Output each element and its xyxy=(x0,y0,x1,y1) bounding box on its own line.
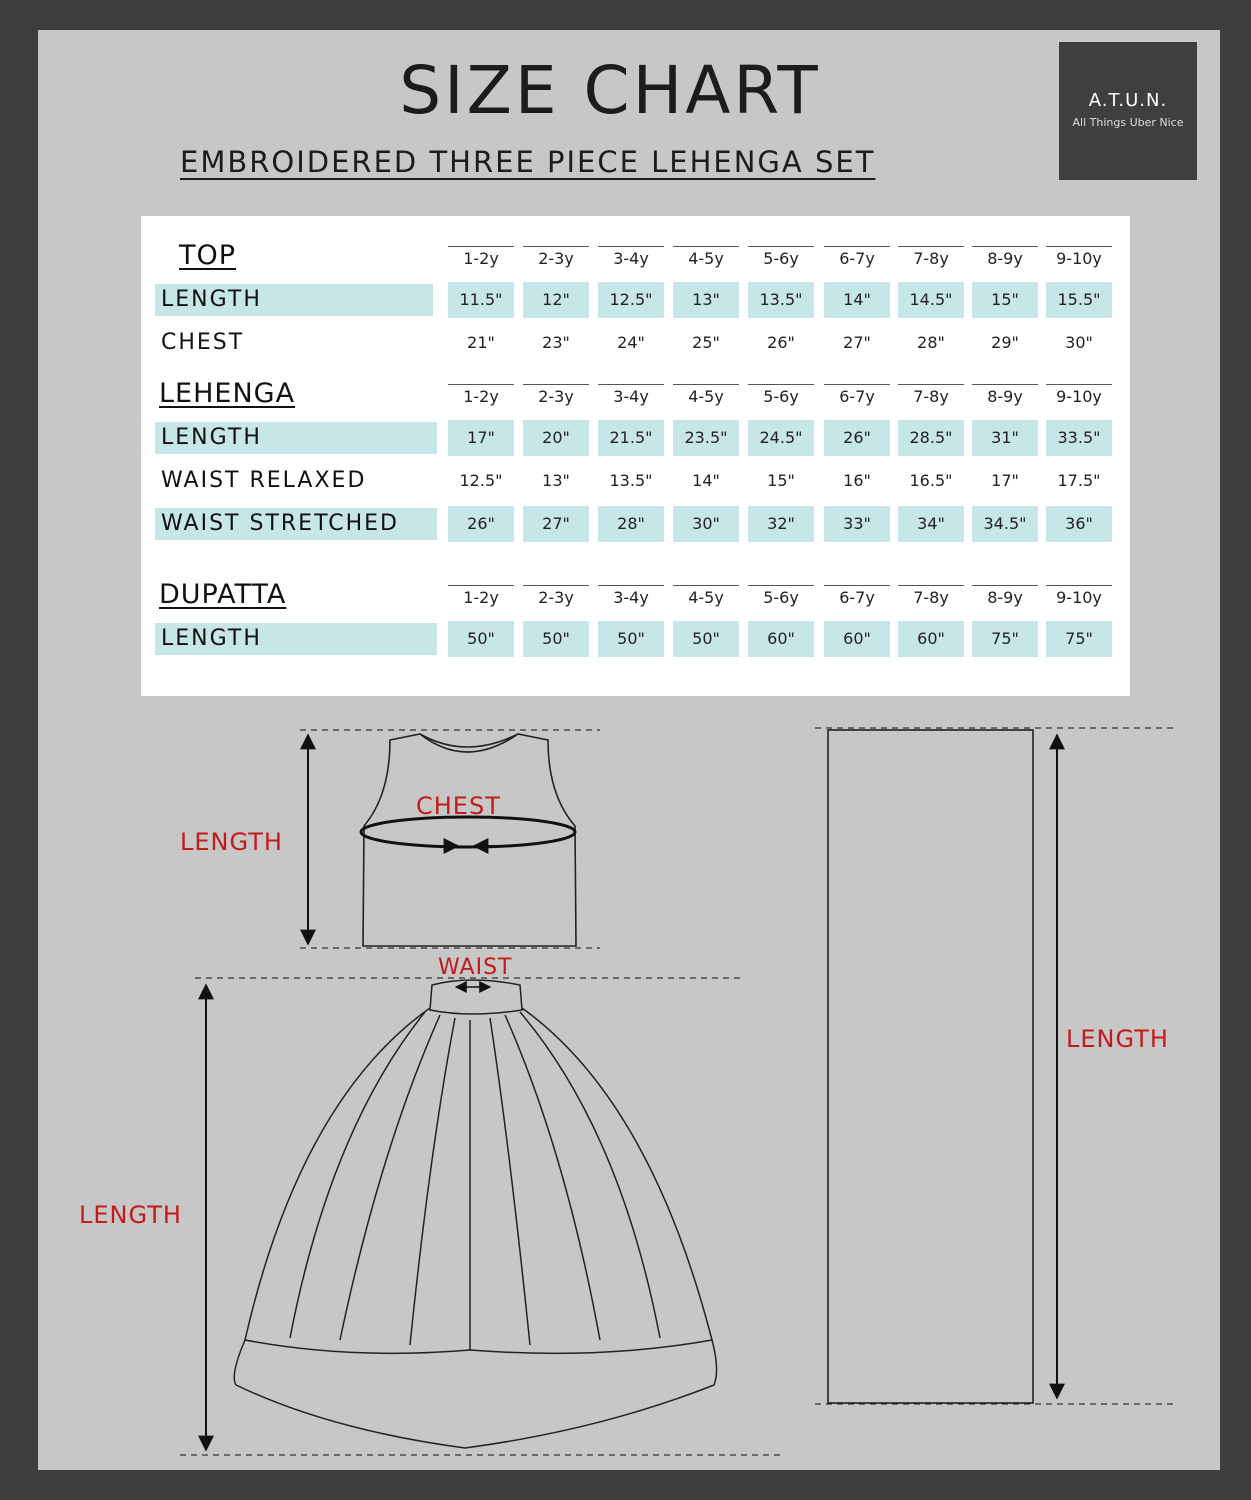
size-header: 4-5y xyxy=(673,246,739,271)
table-cell: 34.5" xyxy=(972,506,1038,542)
table-cell: 24.5" xyxy=(748,420,814,456)
size-header: 2-3y xyxy=(523,384,589,409)
dupatta-guides xyxy=(815,728,1175,1404)
table-cell: 60" xyxy=(748,621,814,657)
table-cell: 17" xyxy=(991,471,1019,490)
table-cell: 12.5" xyxy=(598,282,664,318)
table-cell: 32" xyxy=(748,506,814,542)
table-cell: 20" xyxy=(523,420,589,456)
table-cell: 50" xyxy=(673,621,739,657)
table-cell: 17.5" xyxy=(1057,471,1101,490)
table-cell: 13" xyxy=(542,471,570,490)
table-cell: 12" xyxy=(523,282,589,318)
section-title-dupatta: DUPATTA xyxy=(159,579,287,610)
table-cell: 25" xyxy=(692,333,720,352)
waist-label: WAIST xyxy=(438,955,513,980)
dupatta-illustration xyxy=(828,730,1033,1403)
section-title-lehenga: LEHENGA xyxy=(159,378,296,409)
table-cell: 21" xyxy=(467,333,495,352)
size-header: 4-5y xyxy=(673,384,739,409)
top-guides xyxy=(300,730,600,948)
table-cell: 75" xyxy=(972,621,1038,657)
row-label: WAIST RELAXED xyxy=(161,468,367,493)
size-header: 5-6y xyxy=(748,246,814,271)
table-cell: 24" xyxy=(617,333,645,352)
table-cell: 12.5" xyxy=(459,471,503,490)
size-header: 1-2y xyxy=(448,246,514,271)
chest-measure-line xyxy=(361,817,575,847)
size-header: 7-8y xyxy=(898,246,964,271)
table-cell: 50" xyxy=(598,621,664,657)
table-cell: 30" xyxy=(1065,333,1093,352)
size-header: 3-4y xyxy=(598,384,664,409)
row-label: WAIST STRETCHED xyxy=(155,508,437,540)
size-header: 6-7y xyxy=(824,384,890,409)
table-cell: 16" xyxy=(843,471,871,490)
page-title: SIZE CHART xyxy=(399,52,821,129)
size-header: 9-10y xyxy=(1046,384,1112,409)
row-label: CHEST xyxy=(161,330,245,355)
page-subtitle: EMBROIDERED THREE PIECE LEHENGA SET xyxy=(180,145,876,179)
skirt-illustration xyxy=(234,980,716,1448)
table-cell: 33" xyxy=(824,506,890,542)
skirt-length-label: LENGTH xyxy=(79,1201,182,1229)
row-label: LENGTH xyxy=(155,284,433,316)
table-cell: 50" xyxy=(523,621,589,657)
size-header: 7-8y xyxy=(898,384,964,409)
table-cell: 60" xyxy=(824,621,890,657)
table-cell: 28.5" xyxy=(898,420,964,456)
brand-tagline: All Things Uber Nice xyxy=(1072,116,1184,129)
size-header: 6-7y xyxy=(824,585,890,610)
dupatta-length-label: LENGTH xyxy=(1066,1025,1169,1053)
skirt-guides xyxy=(180,978,785,1455)
table-cell: 14" xyxy=(692,471,720,490)
table-cell: 27" xyxy=(523,506,589,542)
table-cell: 29" xyxy=(991,333,1019,352)
size-header: 5-6y xyxy=(748,585,814,610)
table-cell: 14.5" xyxy=(898,282,964,318)
table-cell: 11.5" xyxy=(448,282,514,318)
table-cell: 31" xyxy=(972,420,1038,456)
table-cell: 13.5" xyxy=(748,282,814,318)
table-cell: 28" xyxy=(598,506,664,542)
chest-label: CHEST xyxy=(416,792,501,820)
blouse-illustration xyxy=(363,734,576,946)
size-header: 6-7y xyxy=(824,246,890,271)
table-cell: 13.5" xyxy=(609,471,653,490)
table-cell: 17" xyxy=(448,420,514,456)
size-header: 7-8y xyxy=(898,585,964,610)
table-cell: 13" xyxy=(673,282,739,318)
table-cell: 15.5" xyxy=(1046,282,1112,318)
size-header: 9-10y xyxy=(1046,585,1112,610)
table-cell: 23" xyxy=(542,333,570,352)
table-cell: 26" xyxy=(767,333,795,352)
size-header: 4-5y xyxy=(673,585,739,610)
table-cell: 15" xyxy=(972,282,1038,318)
table-cell: 26" xyxy=(448,506,514,542)
size-header: 8-9y xyxy=(972,246,1038,271)
size-header: 1-2y xyxy=(448,585,514,610)
table-cell: 14" xyxy=(824,282,890,318)
table-cell: 21.5" xyxy=(598,420,664,456)
table-cell: 23.5" xyxy=(673,420,739,456)
table-cell: 36" xyxy=(1046,506,1112,542)
size-header: 2-3y xyxy=(523,246,589,271)
table-cell: 28" xyxy=(917,333,945,352)
size-header: 8-9y xyxy=(972,585,1038,610)
size-header: 2-3y xyxy=(523,585,589,610)
table-cell: 60" xyxy=(898,621,964,657)
section-title-top: TOP xyxy=(179,240,237,271)
table-cell: 27" xyxy=(843,333,871,352)
table-cell: 33.5" xyxy=(1046,420,1112,456)
table-cell: 26" xyxy=(824,420,890,456)
brand-name: A.T.U.N. xyxy=(1088,90,1168,111)
size-header: 3-4y xyxy=(598,585,664,610)
size-header: 3-4y xyxy=(598,246,664,271)
size-header: 5-6y xyxy=(748,384,814,409)
table-cell: 34" xyxy=(898,506,964,542)
row-label: LENGTH xyxy=(155,623,437,655)
table-cell: 15" xyxy=(767,471,795,490)
size-header: 8-9y xyxy=(972,384,1038,409)
size-header: 1-2y xyxy=(448,384,514,409)
table-cell: 16.5" xyxy=(909,471,953,490)
table-cell: 50" xyxy=(448,621,514,657)
row-label: LENGTH xyxy=(155,422,437,454)
size-header: 9-10y xyxy=(1046,246,1112,271)
top-length-label: LENGTH xyxy=(180,828,283,856)
table-cell: 75" xyxy=(1046,621,1112,657)
table-cell: 30" xyxy=(673,506,739,542)
